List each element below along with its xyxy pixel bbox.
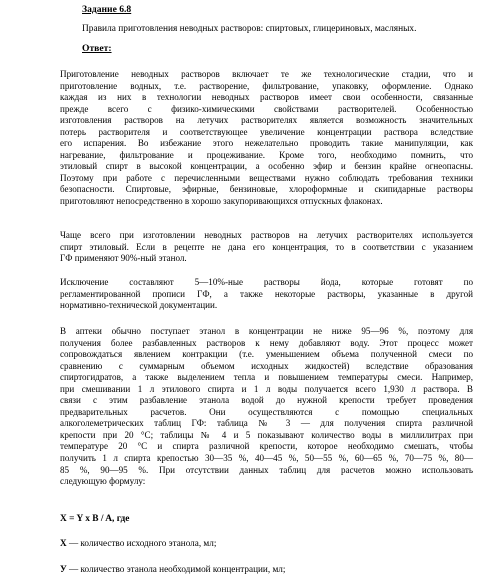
paragraph-line: предварительных расчетов. Они осуществляются с помощью специальных bbox=[60, 406, 473, 417]
paragraph-line: изготовления растворов на летучих растворителях является возможность значительных bbox=[60, 115, 473, 126]
paragraph-line: приготовление водных, т.е. растворение, фильтрование, упаковку, оформление. Однако bbox=[60, 80, 473, 91]
paragraph-line: 85 %, 90—95 %. При отсутствии данных таблиц для расчетов можно использовать bbox=[60, 464, 473, 475]
answer-label: Ответ: bbox=[82, 43, 112, 54]
paragraph-line: ГФ применяют 90%-ный этанол. bbox=[60, 253, 187, 264]
paragraph-line: потерь растворителя и соответствующее увеличение концентрации раствора вследствие bbox=[60, 126, 473, 137]
paragraph-line: нормативно-технической документации. bbox=[60, 300, 218, 311]
paragraph-line: следующую формулу: bbox=[60, 476, 146, 487]
paragraph-line: приготовляют непосредственно в хорошо закупоривающихся отпускных флаконах. bbox=[60, 196, 383, 207]
paragraph-line: сравнению с суммарным объемом исходных жидкостей) вследствие образования bbox=[60, 360, 473, 371]
definition-symbol: X bbox=[60, 538, 67, 548]
paragraph-line: прежде всего с физико-химическими свойствами растворителей. Особенностью bbox=[60, 103, 473, 114]
paragraph-ethanol-dilution bbox=[60, 326, 473, 488]
paragraph-line: алкоголеметрических таблиц ГФ: таблица № 3 — для получения спирта различной bbox=[60, 418, 473, 429]
paragraph-line: получить 1 л спирта крепостью 30—35 %, 40—45 %, 50—55 %, 60—65 %, 70—75 %, 80— bbox=[60, 453, 473, 464]
task-description: Правила приготовления неводных растворов: спиртовых, глицериновых, масляных. bbox=[82, 24, 417, 34]
definition-x bbox=[60, 538, 216, 548]
paragraph-line: Чаще всего при изготовлении неводных растворов на летучих растворителях используется bbox=[60, 230, 473, 240]
paragraph-line: Исключение составляют 5—10%-ные растворы йода, которые готовят по bbox=[60, 277, 473, 287]
paragraph-line: температуре 20 °С и спирта различной крепости, которое необходимо смешать, чтобы bbox=[60, 441, 473, 452]
paragraph-ethanol-usage bbox=[60, 230, 473, 265]
paragraph-line: Приготовление неводных растворов включает те же технологические стадии, что и bbox=[60, 69, 473, 79]
definition-text: — количество исходного этанола, мл; bbox=[66, 538, 217, 548]
paragraph-line: безопасности. Спиртовые, эфирные, бензиновые, хлороформные и скипидарные растворы bbox=[60, 184, 473, 195]
paragraph-line: регламентированной прописи ГФ, а также некоторые растворы, указанные в другой bbox=[60, 288, 473, 299]
paragraph-nonaqueous-solutions bbox=[60, 69, 473, 208]
dilution-formula: X = Y x B / A, где bbox=[60, 514, 130, 524]
paragraph-line: нагревание, фильтрование и процеживание. Кроме того, необходимо помнить, что bbox=[60, 149, 473, 160]
paragraph-line: сопровождаться явлением контракции (т.е. уменьшением объема полученной смеси по bbox=[60, 349, 473, 360]
paragraph-line: спирт этиловый. Если в рецепте не дана его концентрация, то в соответствии с указанием bbox=[60, 241, 473, 252]
paragraph-line: каждая из них в технологии неводных растворов имеет свои особенности, связанные bbox=[60, 92, 473, 103]
paragraph-iodine-exception bbox=[60, 277, 473, 312]
paragraph-line: при смешивании 1 л этилового спирта и 1 л воды получается всего 1,930 л раствора. В bbox=[60, 383, 473, 394]
paragraph-line: В аптеки обычно поступает этанол в концентрации не ниже 95—96 %, поэтому для bbox=[60, 326, 473, 336]
paragraph-line: его испарения. Во избежание этого нежелательно проводить такие манипуляции, как bbox=[60, 138, 473, 149]
paragraph-line: Поэтому при работе с перечисленными веществами нужно соблюдать требования техники bbox=[60, 172, 473, 183]
paragraph-line: крепости при 20 °С; таблицы № 4 и 5 показывают количество воды в миллилитрах при bbox=[60, 429, 473, 440]
definition-y bbox=[60, 564, 285, 574]
paragraph-line: этиловый спирт в высокой концентрации, а особенно эфир и бензин крайне огнеопасны. bbox=[60, 161, 473, 172]
definition-text: — количество этанола необходимой концентрации, мл; bbox=[66, 564, 286, 574]
paragraph-line: связи с этим разбавление этанола водой до нужной крепости требует проведения bbox=[60, 395, 473, 406]
paragraph-line: получения более разбавленных растворов к нему добавляют воду. Этот процесс может bbox=[60, 337, 473, 348]
definition-symbol: У bbox=[60, 564, 67, 574]
paragraph-line: спиртогидратов, а также выделением тепла и повышением температуры смеси. Например, bbox=[60, 372, 473, 383]
task-title: Задание 6.8 bbox=[82, 4, 132, 15]
